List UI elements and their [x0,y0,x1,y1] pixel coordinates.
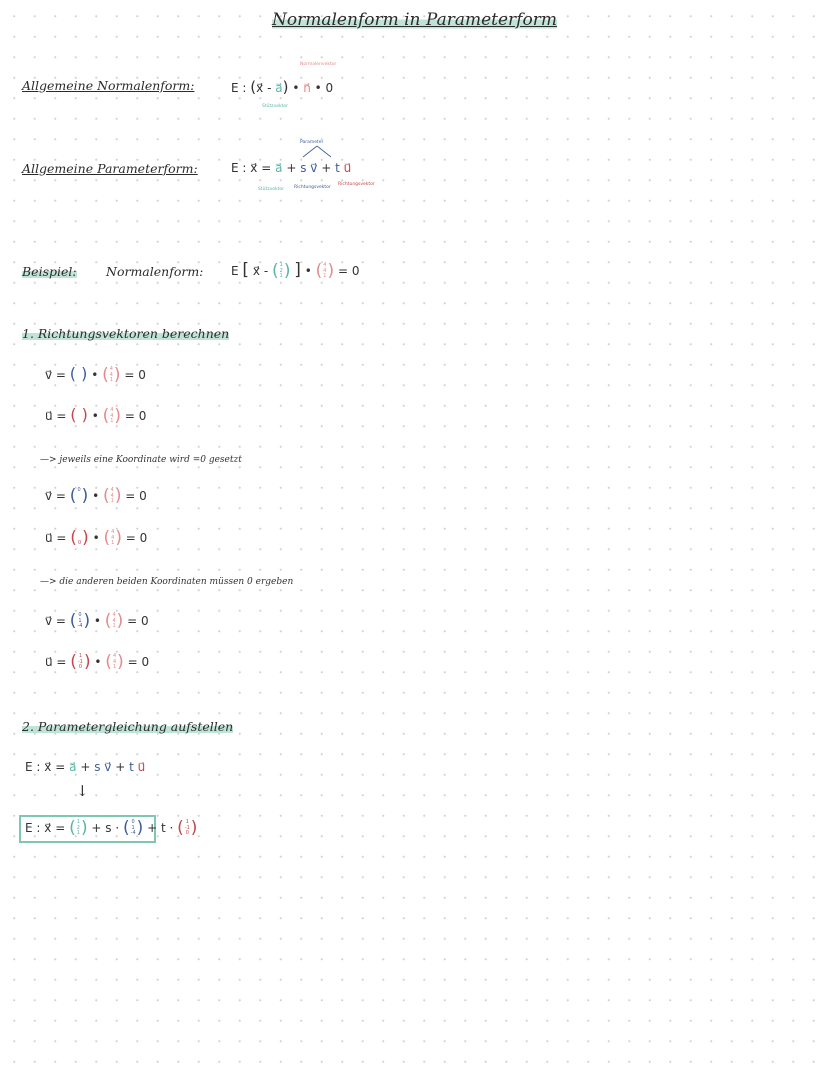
step1-heading: 1. Richtungsvektoren berechnen [22,326,230,341]
parameterform-formula: E : x⃗ = a⃗ + s v⃗ + t u⃗ [231,161,352,175]
step1-row1: v⃗ = ( ) • ( 4 4 1 ) = 0 [45,364,146,385]
note-one: —> jeweils eine Koordinate wird =0 gesetzt [40,455,242,465]
example-formula: E [ x⃗ - ( 1 2 1 ) ] • ( 4 4 1 ) = 0 [231,260,360,281]
step1-row4: u⃗ = ( 0 ) • ( 4 4 1 ) = 0 [45,528,148,548]
step1-row3: v⃗ = ( 0 ) • ( 4 4 1 ) = 0 [45,486,147,506]
step2-heading: 2. Parametergleichung aufstellen [22,719,234,734]
example-a-vector: ( 1 2 1 ) [272,261,291,281]
parameter-arrows [297,145,337,159]
example-sub-label: Normalenform: [106,264,204,279]
down-arrow-icon: ↓ [76,782,89,800]
example-label: Beispiel: [22,264,77,279]
normalvector-annotation: Normalenvektor [300,62,337,67]
note-two: —> die anderen beiden Koordinaten müssen 0 ergeben [40,577,294,587]
richtungsvector-annotation-1: Richtungsvektor [294,185,331,190]
richtungsvector-annotation-2: Richtungsvektor [338,182,375,187]
step2-general-formula: E : x⃗ = a⃗ + s v⃗ + t u⃗ [25,760,146,774]
normalform-label: Allgemeine Normalenform: [22,78,195,93]
parameter-annotation: Parameter [300,140,324,145]
stuetzvector-annotation-2: Stützvektor [258,187,285,192]
normalform-formula: E : (x⃗ - a⃗) • n⃗ • 0 [231,78,334,96]
page-title: Normalenform in Parameterform [272,10,557,30]
step2-final-formula: E : x⃗ = ( 1 2 1 ) + s · ( 0 1 -4 ) + t · ( 1 -1 0 ) [25,818,198,838]
parameterform-label: Allgemeine Parameterform: [22,161,198,176]
step1-row6: u⃗ = ( 1 -1 0 ) • ( 4 4 1 ) = 0 [45,652,150,672]
stuetzvector-annotation: Stützvektor [262,104,289,109]
example-n-vector: ( 4 4 1 ) [315,261,335,281]
step1-row2: u⃗ = ( ) • ( 4 4 1 ) = 0 [45,405,147,426]
step1-row5: v⃗ = ( 0 1 -4 ) • ( 4 4 1 ) = 0 [45,611,149,631]
